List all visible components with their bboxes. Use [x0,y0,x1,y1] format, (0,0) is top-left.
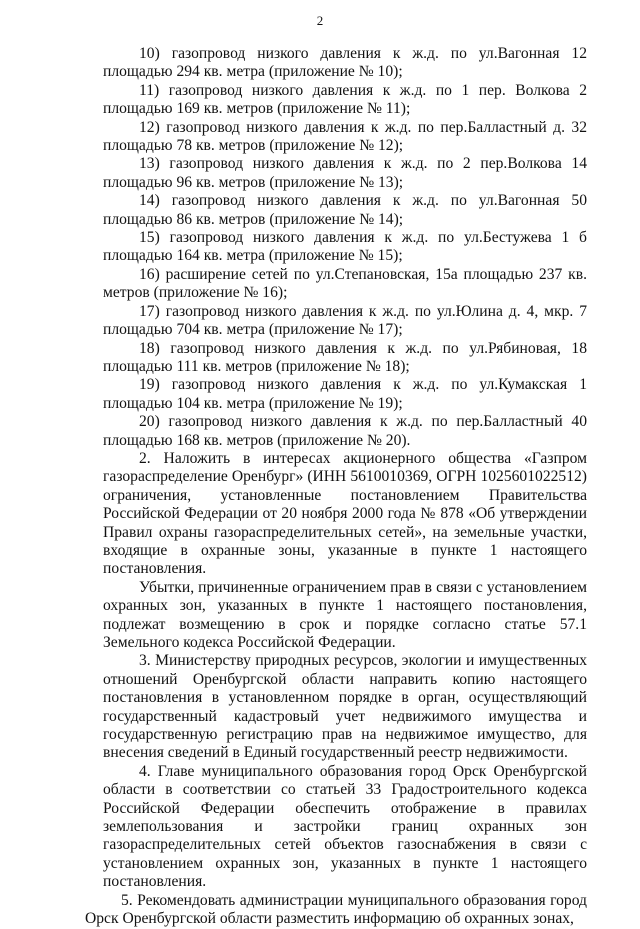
losses-paragraph: Убытки, причиненные ограничением прав в связи с установлением охранных зон, указанных в пункте 1 настоящего постановления, подлежат возмещению в срок и порядке согласно статье 57.1 Земельного кодекса Российской Федерации. [103,578,587,651]
clause-2-paragraph: 2. Наложить в интересах акционерного общества «Газпром газораспределение Оренбург» (ИНН 5610010369, ОГРН 1025601022512) ограничения, установленные постановлением Правительства Российской Федерации от 20 ноября 2000 года № 878 «Об утверждении Правил охраны газораспределительных сетей», на земельные участки, входящие в охранные зоны, указанные в пункте 1 настоящего постановления. [103,449,587,578]
clause-4-paragraph: 4. Главе муниципального образования город Орск Оренбургской области в соответствии со статьей 33 Градостроительного кодекса Российской Федерации обеспечить отображение в правилах землепользования и застройки границ охранных зон газораспределительных сетей объектов газоснабжения в связи с установлением охранных зон, указанных в пункте 1 настоящего постановления. [103,762,587,891]
clause-5-paragraph: 5. Рекомендовать администрации муниципального образования город Орск Оренбургской области разместить информацию об охранных зонах, [85,891,587,928]
list-item-12: 12) газопровод низкого давления к ж.д. по пер.Балластный д. 32 площадью 78 кв. метров (приложение № 12); [103,118,587,155]
list-item-11: 11) газопровод низкого давления к ж.д. по 1 пер. Волкова 2 площадью 169 кв. метров (приложение № 11); [103,81,587,118]
list-item-20: 20) газопровод низкого давления к ж.д. по пер.Балластный 40 площадью 168 кв. метров (приложение № 20). [103,413,587,449]
document-body [85,45,587,929]
list-item-14: 14) газопровод низкого давления к ж.д. по ул.Вагонная 50 площадью 86 кв. метров (приложение № 14); [103,192,587,228]
list-item-19: 19) газопровод низкого давления к ж.д. по ул.Кумакская 1 площадью 104 кв. метра (приложение № 19); [103,376,587,412]
list-item-17: 17) газопровод низкого давления к ж.д. по ул.Юлина д. 4, мкр. 7 площадью 704 кв. метра (приложение № 17); [103,302,587,339]
list-item-15: 15) газопровод низкого давления к ж.д. по ул.Бестужева 1 б площадью 164 кв. метра (приложение № 15); [103,229,587,265]
page-number: 2 [316,13,324,28]
list-item-10: 10) газопровод низкого давления к ж.д. по ул.Вагонная 12 площадью 294 кв. метра (приложение № 10); [103,45,587,81]
list-item-18: 18) газопровод низкого давления к ж.д. по ул.Рябиновая, 18 площадью 111 кв. метров (приложение № 18); [103,339,587,375]
list-item-16: 16) расширение сетей по ул.Степановская, 15а площадью 237 кв. метров (приложение № 16); [103,265,587,302]
list-item-13: 13) газопровод низкого давления к ж.д. по 2 пер.Волкова 14 площадью 96 кв. метров (приложение № 13); [103,155,587,191]
clause-3-paragraph: 3. Министерству природных ресурсов, экологии и имущественных отношений Оренбургской области направить копию настоящего постановления в установленном порядке в орган, осуществляющий государственный кадастровый учет недвижимого имущества и государственную регистрацию прав на недвижимое имущество, для внесения сведений в Единый государственный реестр недвижимости. [103,652,587,762]
